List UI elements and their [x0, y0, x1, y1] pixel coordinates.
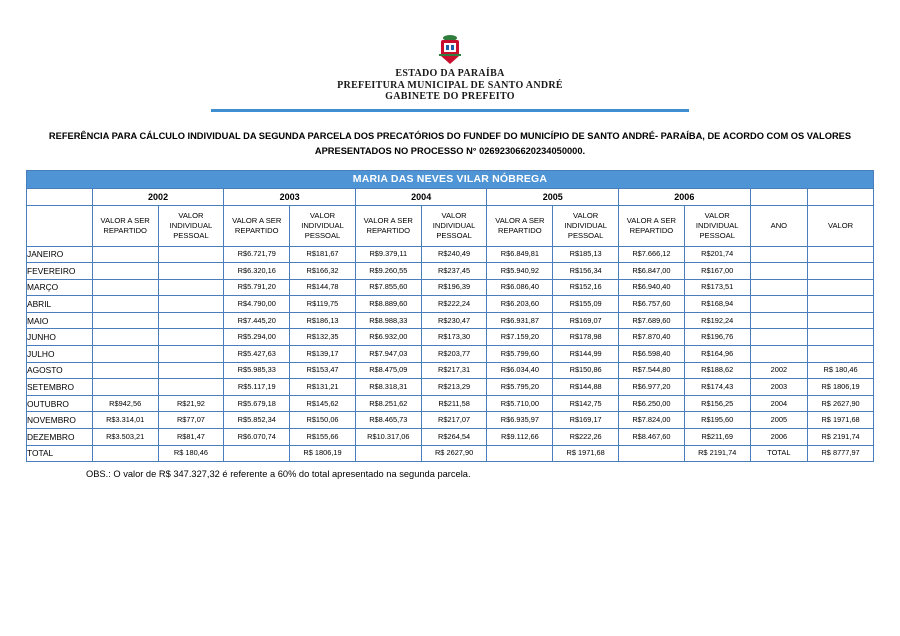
cell: R$169,17 — [553, 412, 619, 429]
row-month: ABRIL — [27, 296, 93, 313]
cell: R$8.251,62 — [355, 395, 421, 412]
table-row — [27, 346, 874, 363]
cell — [92, 246, 158, 263]
cell-valor: R$ 1806,19 — [808, 379, 874, 396]
cell: R$6.932,00 — [355, 329, 421, 346]
cell: R$150,86 — [553, 362, 619, 379]
cell: R$196,39 — [421, 279, 487, 296]
cell: R$131,21 — [290, 379, 356, 396]
table-header-row — [27, 205, 874, 246]
cell: R$7.159,20 — [487, 329, 553, 346]
year-2005: 2005 — [487, 188, 619, 205]
cell: R$166,32 — [290, 263, 356, 280]
cell-valor: R$ 1971,68 — [808, 412, 874, 429]
header-valor-repartido-2004: VALOR A SER REPARTIDO — [355, 205, 421, 246]
letterhead-line-state: ESTADO DA PARAÍBA — [395, 68, 505, 79]
cell — [355, 445, 421, 462]
cell: R$7.824,00 — [619, 412, 685, 429]
year-row-spacer-valor — [808, 188, 874, 205]
observation-note: OBS.: O valor de R$ 347.327,32 é referente a 60% do total apresentado na segunda parcela. — [86, 469, 471, 480]
cell: R$230,47 — [421, 312, 487, 329]
cell: R$9.379,11 — [355, 246, 421, 263]
year-row-spacer — [27, 188, 93, 205]
row-month: JUNHO — [27, 329, 93, 346]
cell: R$7.870,40 — [619, 329, 685, 346]
cell: R$21,92 — [158, 395, 224, 412]
cell-valor: R$ 2191,74 — [808, 429, 874, 446]
header-valor-repartido-2005: VALOR A SER REPARTIDO — [487, 205, 553, 246]
cell — [92, 279, 158, 296]
cell: R$237,45 — [421, 263, 487, 280]
table-row — [27, 362, 874, 379]
cell: R$8.988,33 — [355, 312, 421, 329]
cell: R$213,29 — [421, 379, 487, 396]
cell: R$5.852,34 — [224, 412, 290, 429]
cell: R$7.544,80 — [619, 362, 685, 379]
cell-valor: R$ 2627,90 — [808, 395, 874, 412]
cell: R$155,09 — [553, 296, 619, 313]
header-valor-individual-2004: VALOR INDIVIDUAL PESSOAL — [421, 205, 487, 246]
precatorio-table — [26, 170, 874, 463]
row-month: AGOSTO — [27, 362, 93, 379]
cell: R$7.666,12 — [619, 246, 685, 263]
cell: R$173,51 — [684, 279, 750, 296]
header-valor-individual-2002: VALOR INDIVIDUAL PESSOAL — [158, 205, 224, 246]
cell: R$5.791,20 — [224, 279, 290, 296]
cell: R$203,77 — [421, 346, 487, 363]
cell-valor — [808, 296, 874, 313]
cell: R$ 1971,68 — [553, 445, 619, 462]
cell-valor — [808, 329, 874, 346]
cell: R$152,16 — [553, 279, 619, 296]
cell-ano: 2006 — [750, 429, 808, 446]
table-title-row — [27, 170, 874, 188]
cell-valor — [808, 279, 874, 296]
header-month — [27, 205, 93, 246]
cell: R$6.250,00 — [619, 395, 685, 412]
cell: R$77,07 — [158, 412, 224, 429]
cell-valor — [808, 246, 874, 263]
cell: R$942,56 — [92, 395, 158, 412]
cell: R$211,69 — [684, 429, 750, 446]
cell: R$211,58 — [421, 395, 487, 412]
cell-ano: 2004 — [750, 395, 808, 412]
cell-ano — [750, 296, 808, 313]
cell: R$5.427,63 — [224, 346, 290, 363]
cell: R$217,31 — [421, 362, 487, 379]
cell: R$6.849,81 — [487, 246, 553, 263]
header-valor-repartido-2002: VALOR A SER REPARTIDO — [92, 205, 158, 246]
cell: R$5.795,20 — [487, 379, 553, 396]
table-row — [27, 263, 874, 280]
cell-valor — [808, 263, 874, 280]
cell — [158, 279, 224, 296]
cell — [487, 445, 553, 462]
cell: R$145,62 — [290, 395, 356, 412]
cell: R$201,74 — [684, 246, 750, 263]
cell — [92, 346, 158, 363]
table-row — [27, 246, 874, 263]
cell — [92, 312, 158, 329]
letterhead-divider — [211, 109, 689, 112]
cell: R$ 1806,19 — [290, 445, 356, 462]
header-valor-individual-2003: VALOR INDIVIDUAL PESSOAL — [290, 205, 356, 246]
cell: R$222,26 — [553, 429, 619, 446]
cell: R$3.503,21 — [92, 429, 158, 446]
cell: R$ 2191,74 — [684, 445, 750, 462]
cell: R$240,49 — [421, 246, 487, 263]
intro-paragraph: REFERÊNCIA PARA CÁLCULO INDIVIDUAL DA SEGUNDA PARCELA DOS PRECATÓRIOS DO FUNDEF DO MUNICÍPIO DE SANTO ANDRÉ- PARAÍBA, DE ACORDO COM OS VALORES APRESENTADOS NO PROCESSO N° 02692306620234050000. — [48, 130, 852, 156]
cell: R$5.985,33 — [224, 362, 290, 379]
coat-of-arms-icon — [435, 34, 465, 66]
cell: R$132,35 — [290, 329, 356, 346]
cell: R$150,06 — [290, 412, 356, 429]
cell-ano: 2002 — [750, 362, 808, 379]
cell — [92, 379, 158, 396]
cell: R$222,24 — [421, 296, 487, 313]
cell-ano — [750, 279, 808, 296]
cell: R$81,47 — [158, 429, 224, 446]
cell: R$6.977,20 — [619, 379, 685, 396]
cell: R$ 2627,90 — [421, 445, 487, 462]
cell: R$195,60 — [684, 412, 750, 429]
cell: R$186,13 — [290, 312, 356, 329]
cell: R$192,24 — [684, 312, 750, 329]
cell: R$6.757,60 — [619, 296, 685, 313]
table-row — [27, 429, 874, 446]
cell: R$6.935,97 — [487, 412, 553, 429]
cell — [92, 263, 158, 280]
cell-valor: R$ 180,46 — [808, 362, 874, 379]
cell — [158, 263, 224, 280]
cell-ano — [750, 246, 808, 263]
year-2006: 2006 — [619, 188, 751, 205]
row-month: DEZEMBRO — [27, 429, 93, 446]
header-valor: VALOR — [808, 205, 874, 246]
cell: R$8.889,60 — [355, 296, 421, 313]
cell: R$156,25 — [684, 395, 750, 412]
cell: R$8.465,73 — [355, 412, 421, 429]
cell-ano — [750, 312, 808, 329]
cell: R$164,96 — [684, 346, 750, 363]
header-ano: ANO — [750, 205, 808, 246]
cell: R$6.931,87 — [487, 312, 553, 329]
cell-ano — [750, 346, 808, 363]
cell-ano: 2005 — [750, 412, 808, 429]
cell — [158, 379, 224, 396]
cell-ano: 2003 — [750, 379, 808, 396]
header-valor-individual-2005: VALOR INDIVIDUAL PESSOAL — [553, 205, 619, 246]
cell: R$7.947,03 — [355, 346, 421, 363]
cell: R$156,34 — [553, 263, 619, 280]
cell: R$8.467,60 — [619, 429, 685, 446]
cell: R$6.320,16 — [224, 263, 290, 280]
cell: R$144,78 — [290, 279, 356, 296]
row-month: NOVEMBRO — [27, 412, 93, 429]
row-month: FEVEREIRO — [27, 263, 93, 280]
cell-valor — [808, 346, 874, 363]
cell: R$5.117,19 — [224, 379, 290, 396]
table-row — [27, 296, 874, 313]
cell: R$167,00 — [684, 263, 750, 280]
cell-ano — [750, 329, 808, 346]
cell: R$6.847,00 — [619, 263, 685, 280]
row-month: OUTUBRO — [27, 395, 93, 412]
header-valor-repartido-2003: VALOR A SER REPARTIDO — [224, 205, 290, 246]
cell-ano — [750, 263, 808, 280]
cell: R$6.086,40 — [487, 279, 553, 296]
cell: R$217,07 — [421, 412, 487, 429]
cell: R$5.710,00 — [487, 395, 553, 412]
cell: R$10.317,06 — [355, 429, 421, 446]
cell: R$6.721,79 — [224, 246, 290, 263]
cell: R$178,98 — [553, 329, 619, 346]
cell: R$6.070,74 — [224, 429, 290, 446]
cell: R$4.790,00 — [224, 296, 290, 313]
cell: R$5.799,60 — [487, 346, 553, 363]
cell — [92, 362, 158, 379]
letterhead-line-office: GABINETE DO PREFEITO — [385, 91, 515, 102]
cell-valor — [808, 312, 874, 329]
cell: R$169,07 — [553, 312, 619, 329]
cell: R$6.940,40 — [619, 279, 685, 296]
cell — [619, 445, 685, 462]
cell: R$5.940,92 — [487, 263, 553, 280]
cell: R$3.314,01 — [92, 412, 158, 429]
cell: R$155,66 — [290, 429, 356, 446]
cell — [158, 296, 224, 313]
header-valor-repartido-2006: VALOR A SER REPARTIDO — [619, 205, 685, 246]
cell — [92, 445, 158, 462]
total-ano-label: TOTAL — [750, 445, 808, 462]
row-month: MAIO — [27, 312, 93, 329]
cell: R$181,67 — [290, 246, 356, 263]
table-row — [27, 395, 874, 412]
cell: R$7.855,60 — [355, 279, 421, 296]
cell: R$142,75 — [553, 395, 619, 412]
year-2003: 2003 — [224, 188, 356, 205]
cell — [158, 312, 224, 329]
row-month: JULHO — [27, 346, 93, 363]
total-valor: R$ 8777,97 — [808, 445, 874, 462]
header-valor-individual-2006: VALOR INDIVIDUAL PESSOAL — [684, 205, 750, 246]
total-label: TOTAL — [27, 445, 93, 462]
letterhead — [26, 0, 874, 112]
cell: R$264,54 — [421, 429, 487, 446]
row-month: JANEIRO — [27, 246, 93, 263]
cell: R$168,94 — [684, 296, 750, 313]
table-row — [27, 312, 874, 329]
year-row-spacer-ano — [750, 188, 808, 205]
cell — [158, 346, 224, 363]
row-month: SETEMBRO — [27, 379, 93, 396]
cell: R$5.294,00 — [224, 329, 290, 346]
cell — [158, 329, 224, 346]
cell: R$8.318,31 — [355, 379, 421, 396]
year-2004: 2004 — [355, 188, 487, 205]
cell: R$6.203,60 — [487, 296, 553, 313]
year-2002: 2002 — [92, 188, 224, 205]
cell: R$7.689,60 — [619, 312, 685, 329]
cell: R$139,17 — [290, 346, 356, 363]
cell: R$6.034,40 — [487, 362, 553, 379]
row-month: MARÇO — [27, 279, 93, 296]
cell — [92, 296, 158, 313]
cell: R$9.112,66 — [487, 429, 553, 446]
cell: R$9.260,55 — [355, 263, 421, 280]
table-row — [27, 379, 874, 396]
table-row — [27, 279, 874, 296]
cell — [92, 329, 158, 346]
cell: R$8.475,09 — [355, 362, 421, 379]
cell: R$185,13 — [553, 246, 619, 263]
cell: R$144,88 — [553, 379, 619, 396]
cell: R$188,62 — [684, 362, 750, 379]
cell: R$153,47 — [290, 362, 356, 379]
cell: R$119,75 — [290, 296, 356, 313]
table-title: MARIA DAS NEVES VILAR NÓBREGA — [27, 170, 874, 188]
table-total-row — [27, 445, 874, 462]
table-year-row — [27, 188, 874, 205]
cell: R$5.679,18 — [224, 395, 290, 412]
cell: R$144,99 — [553, 346, 619, 363]
table-row — [27, 329, 874, 346]
cell — [158, 246, 224, 263]
cell — [224, 445, 290, 462]
cell — [158, 362, 224, 379]
cell: R$174,43 — [684, 379, 750, 396]
cell: R$6.598,40 — [619, 346, 685, 363]
letterhead-line-city: PREFEITURA MUNICIPAL DE SANTO ANDRÉ — [337, 79, 563, 91]
cell: R$ 180,46 — [158, 445, 224, 462]
table-row — [27, 412, 874, 429]
cell: R$7.445,20 — [224, 312, 290, 329]
cell: R$196,76 — [684, 329, 750, 346]
cell: R$173,30 — [421, 329, 487, 346]
